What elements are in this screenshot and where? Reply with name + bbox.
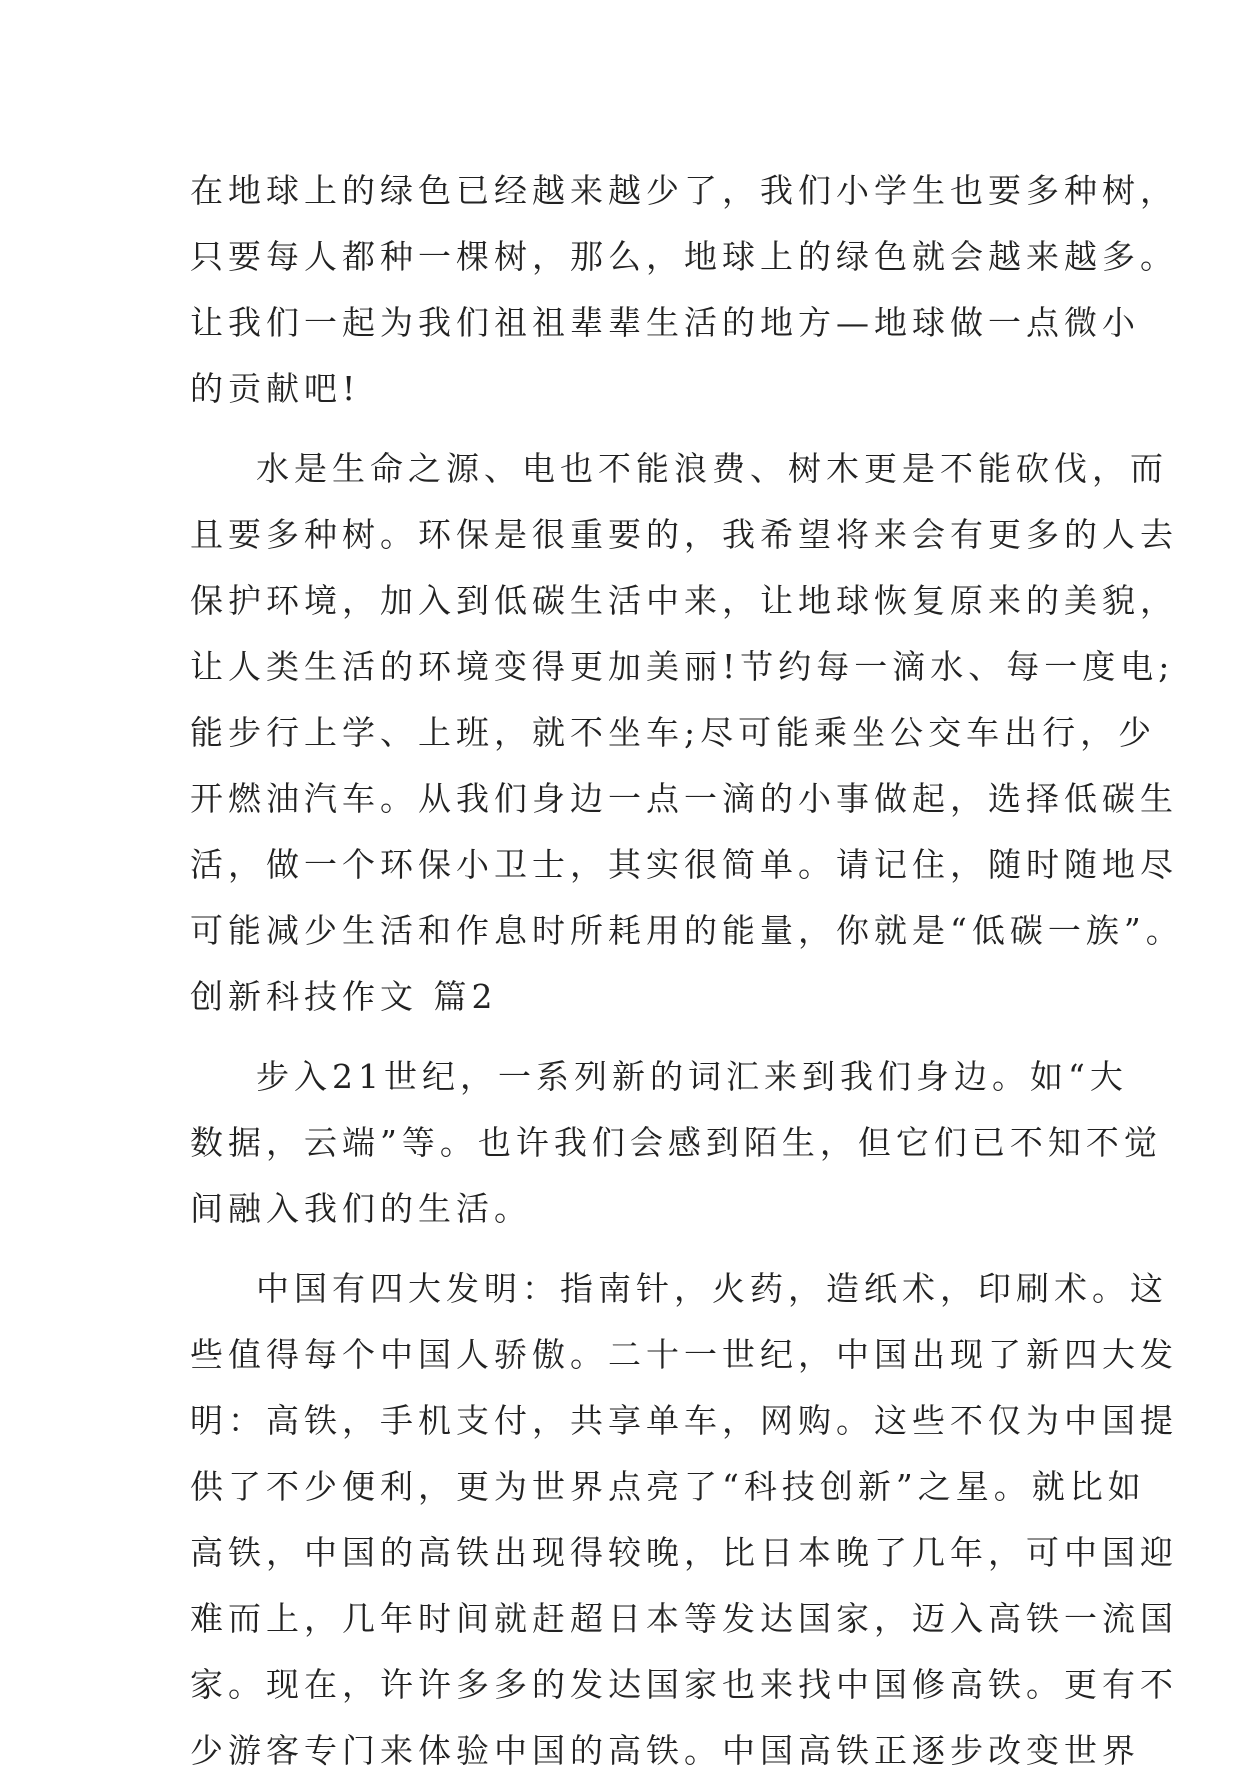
- text-line: 可能减少生活和作息时所耗用的能量，你就是“低碳一族”。: [190, 911, 1184, 950]
- text-line: 供了不少便利，更为世界点亮了“科技创新”之星。就比如: [190, 1467, 1146, 1506]
- text-line: 水是生命之源、电也不能浪费、树木更是不能砍伐，而: [256, 449, 1168, 488]
- text-line: 且要多种树。环保是很重要的，我希望将来会有更多的人去: [190, 515, 1178, 554]
- text-line: 少游客专门来体验中国的高铁。中国高铁正逐步改变世界: [190, 1731, 1140, 1770]
- paragraph-3: [190, 1044, 1162, 1242]
- text-line: 在地球上的绿色已经越来越少了，我们小学生也要多种树，: [190, 171, 1178, 210]
- text-line: 难而上，几年时间就赶超日本等发达国家，迈入高铁一流国: [190, 1599, 1178, 1638]
- text-line: 让人类生活的环境变得更加美丽!节约每一滴水、每一度电;: [190, 647, 1175, 686]
- text-line: 的贡献吧!: [190, 369, 361, 408]
- text-line: 保护环境，加入到低碳生活中来，让地球恢复原来的美貌，: [190, 581, 1178, 620]
- text-line: 开燃油汽车。从我们身边一点一滴的小事做起，选择低碳生: [190, 779, 1178, 818]
- paragraph-2: [190, 436, 1184, 964]
- text-line: 让我们一起为我们祖祖辈辈生活的地方—地球做一点微小: [190, 303, 1140, 342]
- paragraph-4: [190, 1256, 1178, 1784]
- text-line: 些值得每个中国人骄傲。二十一世纪，中国出现了新四大发: [190, 1335, 1178, 1374]
- paragraph-1: [190, 158, 1178, 422]
- text-line: 能步行上学、上班，就不坐车;尽可能乘坐公交车出行，少: [190, 713, 1157, 752]
- text-line: 只要每人都种一棵树，那么，地球上的绿色就会越来越多。: [190, 237, 1178, 276]
- text-line: 高铁，中国的高铁出现得较晚，比日本晚了几年，可中国迎: [190, 1533, 1178, 1572]
- text-line: 活，做一个环保小卫士，其实很简单。请记住，随时随地尽: [190, 845, 1178, 884]
- text-line: 步入21世纪，一系列新的词汇来到我们身边。如“大: [256, 1057, 1128, 1096]
- section-title: 创新科技作文 篇2: [190, 977, 498, 1016]
- text-line: 数据，云端”等。也许我们会感到陌生，但它们已不知不觉: [190, 1123, 1162, 1162]
- text-line: 中国有四大发明：指南针，火药，造纸术，印刷术。这: [256, 1269, 1168, 1308]
- text-line: 明：高铁，手机支付，共享单车，网购。这些不仅为中国提: [190, 1401, 1178, 1440]
- document-body: [190, 158, 1184, 1784]
- text-line: 间融入我们的生活。: [190, 1189, 532, 1228]
- text-line: 家。现在，许许多多的发达国家也来找中国修高铁。更有不: [190, 1665, 1178, 1704]
